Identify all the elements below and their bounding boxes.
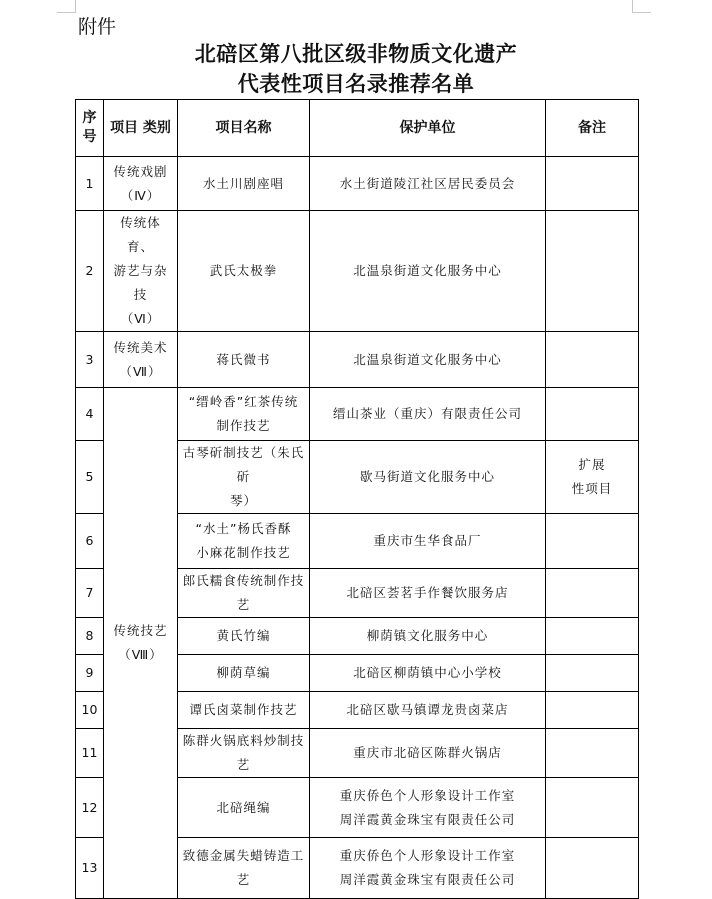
protection-unit-cell: 缙山茶业（重庆）有限责任公司 <box>310 388 546 441</box>
document-title-line2: 代表性项目名录推荐名单 <box>237 71 475 96</box>
project-name-cell: 郎氏糯食传统制作技艺 <box>178 569 310 618</box>
project-name-cell: “水土”杨氏香酥 小麻花制作技艺 <box>178 514 310 569</box>
table-row <box>76 388 639 441</box>
remark-cell <box>546 157 639 211</box>
remark-cell <box>546 655 639 692</box>
remark-cell <box>546 692 639 729</box>
protection-unit-cell: 重庆市生华食品厂 <box>310 514 546 569</box>
row-number: 13 <box>76 838 104 899</box>
protection-unit-cell: 重庆市北碚区陈群火锅店 <box>310 729 546 778</box>
remark-cell <box>546 778 639 838</box>
row-number: 3 <box>76 332 104 388</box>
project-name-cell: 致德金属失蜡铸造工艺 <box>178 838 310 899</box>
remark-cell <box>546 618 639 655</box>
row-number: 12 <box>76 778 104 838</box>
remark-cell: 扩展 性项目 <box>546 441 639 514</box>
remark-cell <box>546 332 639 388</box>
table-row <box>76 157 639 211</box>
protection-unit-cell: 重庆侨色个人形象设计工作室 周洋霞黄金珠宝有限责任公司 <box>310 838 546 899</box>
remark-cell <box>546 729 639 778</box>
remark-cell <box>546 388 639 441</box>
protection-unit-cell: 水土街道陵江社区居民委员会 <box>310 157 546 211</box>
header-category: 项目 类别 <box>104 100 178 157</box>
project-name-cell: “缙岭香”红茶传统 制作技艺 <box>178 388 310 441</box>
project-name-cell: 陈群火锅底料炒制技艺 <box>178 729 310 778</box>
protection-unit-cell: 重庆侨色个人形象设计工作室 周洋霞黄金珠宝有限责任公司 <box>310 778 546 838</box>
project-name-cell: 古琴斫制技艺（朱氏斫 琴） <box>178 441 310 514</box>
row-number: 5 <box>76 441 104 514</box>
header-no: 序 号 <box>76 100 104 157</box>
project-name-cell: 武氏太极拳 <box>178 211 310 332</box>
category-cell: 传统体育、 游艺与杂技 （Ⅵ） <box>104 211 178 332</box>
header-remark: 备注 <box>546 100 639 157</box>
category-cell-merged: 传统技艺 （Ⅷ） <box>104 388 178 899</box>
project-name-cell: 北碚绳编 <box>178 778 310 838</box>
page-corner-mark-right <box>632 0 651 13</box>
protection-unit-cell: 柳荫镇文化服务中心 <box>310 618 546 655</box>
row-number: 11 <box>76 729 104 778</box>
protection-unit-cell: 北碚区歇马镇谭龙贵卤菜店 <box>310 692 546 729</box>
page-corner-mark-left <box>57 0 76 13</box>
row-number: 10 <box>76 692 104 729</box>
row-number: 7 <box>76 569 104 618</box>
header-name: 项目名称 <box>178 100 310 157</box>
protection-unit-cell: 北碚区荟茗手作餐饮服务店 <box>310 569 546 618</box>
document-title-line1: 北碚区第八批区级非物质文化遗产 <box>194 41 518 66</box>
remark-cell <box>546 514 639 569</box>
project-name-cell: 柳荫草编 <box>178 655 310 692</box>
row-number: 9 <box>76 655 104 692</box>
row-number: 2 <box>76 211 104 332</box>
table-row <box>76 332 639 388</box>
protection-unit-cell: 歇马街道文化服务中心 <box>310 441 546 514</box>
category-cell: 传统戏剧 （Ⅳ） <box>104 157 178 211</box>
remark-cell <box>546 569 639 618</box>
protection-unit-cell: 北碚区柳荫镇中心小学校 <box>310 655 546 692</box>
project-name-cell: 水土川剧座唱 <box>178 157 310 211</box>
protection-unit-cell: 北温泉街道文化服务中心 <box>310 332 546 388</box>
header-unit: 保护单位 <box>310 100 546 157</box>
protection-unit-cell: 北温泉街道文化服务中心 <box>310 211 546 332</box>
table-header-row <box>76 100 639 157</box>
project-name-cell: 蒋氏微书 <box>178 332 310 388</box>
project-name-cell: 谭氏卤菜制作技艺 <box>178 692 310 729</box>
remark-cell <box>546 211 639 332</box>
row-number: 8 <box>76 618 104 655</box>
category-cell: 传统美术 （Ⅶ） <box>104 332 178 388</box>
row-number: 6 <box>76 514 104 569</box>
attachment-label: 附件 <box>78 16 117 38</box>
table-row <box>76 211 639 332</box>
recommendation-table <box>75 99 639 899</box>
row-number: 1 <box>76 157 104 211</box>
project-name-cell: 黄氏竹编 <box>178 618 310 655</box>
row-number: 4 <box>76 388 104 441</box>
remark-cell <box>546 838 639 899</box>
